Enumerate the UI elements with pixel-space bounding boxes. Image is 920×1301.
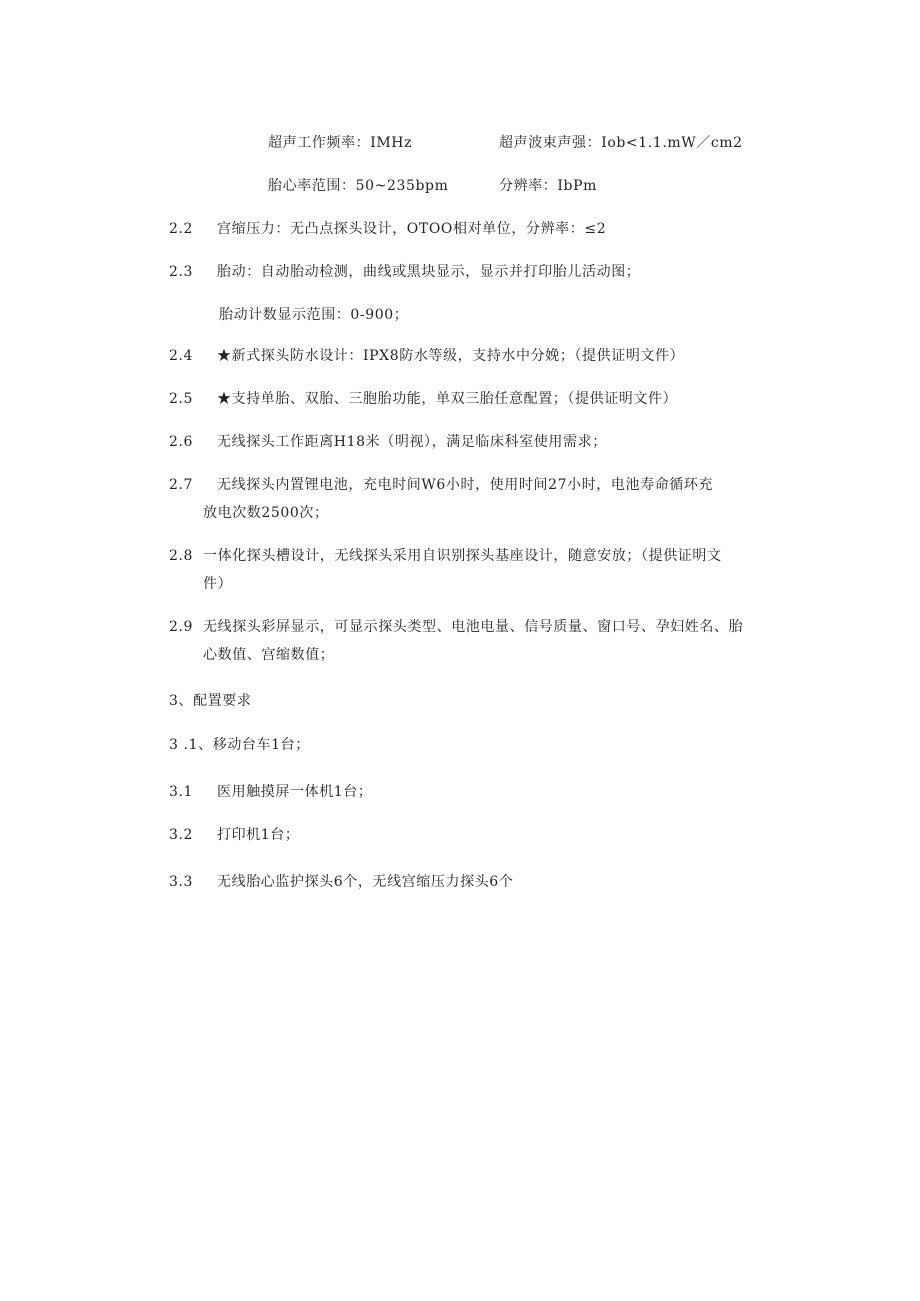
item-text: 打印机1台；: [217, 827, 300, 843]
item-number: 3.2: [169, 827, 194, 843]
item-number: 3.3: [169, 874, 194, 890]
item-number: 2.5: [169, 391, 194, 407]
list-item: [169, 546, 722, 566]
item-number: 2.3: [169, 264, 194, 280]
list-item: [169, 825, 300, 845]
item-number: 2.6: [169, 434, 194, 450]
list-item: [169, 617, 743, 637]
item-continuation: 胎动计数显示范围：0-900；: [219, 307, 409, 323]
item-number: 3.1: [169, 784, 194, 800]
section-title: 3、配置要求: [169, 693, 252, 709]
spec-resolution: 分辨率：IbPm: [499, 178, 597, 194]
item-text: ★新式探头防水设计：IPX8防水等级，支持水中分娩；（提供证明文件）: [217, 348, 685, 364]
list-item: [169, 872, 513, 892]
item-number: 2.7: [169, 477, 194, 493]
list-item: [169, 475, 713, 495]
spec-fhr-range: 胎心率范围：50~235bpm: [268, 178, 449, 194]
item-number: 2.2: [169, 221, 194, 237]
item-text: 胎动：自动胎动检测，曲线或黑块显示，显示并打印胎儿活动图；: [217, 264, 641, 280]
spec-ultrasound-frequency: 超声工作频率：IMHz: [268, 135, 413, 151]
item-text: 无线探头彩屏显示，可显示探头类型、电池电量、信号质量、窗口号、孕妇姓名、胎: [203, 619, 744, 635]
item-text: 无线探头内置锂电池，充电时间W6小时，使用时间27小时，电池寿命循环充: [217, 477, 714, 493]
spec-beam-intensity: 超声波束声强：Iob<1.1.mW／cm2: [499, 135, 743, 151]
list-item: [169, 432, 607, 452]
list-item: [169, 389, 677, 409]
item-continuation: 件）: [203, 576, 233, 592]
item-text: 一体化探头槽设计，无线探头采用自识别探头基座设计，随意安放；（提供证明文: [203, 548, 722, 564]
list-item: [169, 262, 640, 282]
list-item: [169, 219, 606, 239]
list-item: [169, 346, 684, 366]
item-text: ★支持单胎、双胎、三胞胎功能，单双三胎任意配置；（提供证明文件）: [217, 391, 678, 407]
section-subtitle: 3 .1、移动台车1台；: [169, 737, 310, 753]
item-number: 2.9: [169, 619, 194, 635]
list-item: [169, 782, 373, 802]
item-number: 2.4: [169, 348, 194, 364]
item-continuation: 心数值、宫缩数值；: [203, 647, 335, 663]
item-text: 无线探头工作距离H18米（明视），满足临床科室使用需求；: [217, 434, 607, 450]
item-number: 2.8: [169, 548, 194, 564]
item-text: 宫缩压力：无凸点探头设计，OTOO相对单位，分辨率：≤2: [217, 221, 607, 237]
item-text: 医用触摸屏一体机1台；: [217, 784, 373, 800]
item-continuation: 放电次数2500次；: [203, 505, 329, 521]
item-text: 无线胎心监护探头6个，无线宫缩压力探头6个: [217, 874, 514, 890]
